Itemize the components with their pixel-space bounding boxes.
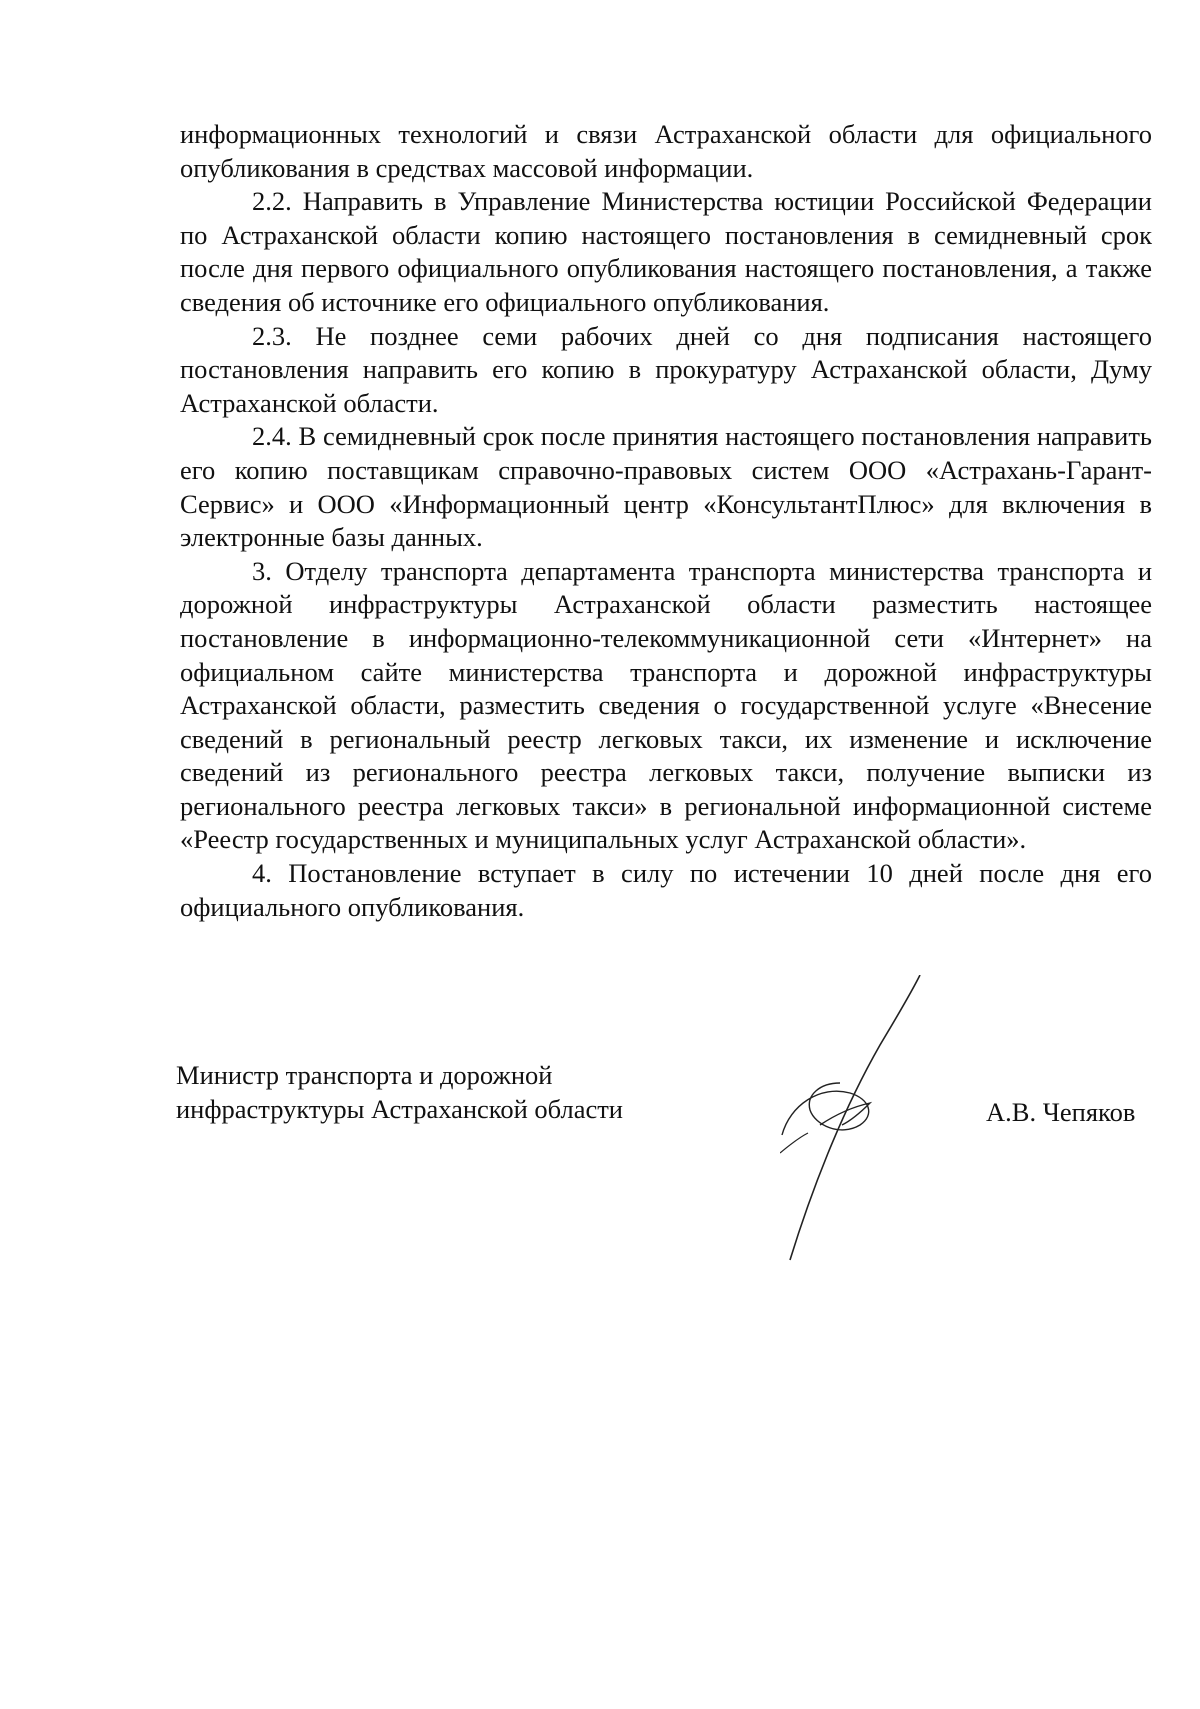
signatory-position-line-2: инфраструктуры Астраханской области — [176, 1094, 623, 1124]
signatory-name: А.В. Чепяков — [986, 1097, 1136, 1127]
paragraph-2-2: 2.2. Направить в Управление Министерства юстиции Российской Федерации по Астраханской области копию настоящего постановления в семидневный срок после дня первого официального опубликования настоящего постановления, а также сведения об источнике его официального опубликования. — [180, 186, 1152, 317]
paragraph-4: 4. Постановление вступает в силу по истечении 10 дней после дня его официального опубликования. — [180, 858, 1152, 922]
document-body — [180, 118, 1152, 924]
handwritten-signature — [780, 975, 960, 1265]
paragraph-2-4: 2.4. В семидневный срок после принятия настоящего постановления направить его копию поставщикам справочно-правовых систем ООО «Астрахань-Гарант-Сервис» и ООО «Информационный центр «КонсультантПлюс» для включения в электронные базы данных. — [180, 421, 1152, 553]
paragraph-2-3: 2.3. Не позднее семи рабочих дней со дня подписания настоящего постановления направить его копию в прокуратуру Астраханской области, Думу Астраханской области. — [180, 320, 1152, 418]
paragraph-3: 3. Отделу транспорта департамента транспорта министерства транспорта и дорожной инфраструктуры Астраханской области разместить настоящее постановление в информационно-телекоммуникационной сети «Интернет» на официальном сайте министерства транспорта и дорожной инфраструктуры Астраханской области, разместить сведения о государственной услуге «Внесение сведений в региональный реестр легковых такси, их изменение и исключение сведений из регионального реестра легковых такси, получение выписки из регионального реестра легковых такси» в региональной информационной системе «Реестр государственных и муниципальных услуг Астраханской области». — [180, 555, 1152, 855]
signatory-position — [176, 1058, 623, 1126]
paragraph-continuation: информационных технологий и связи Астраханской области для официального опубликования в средствах массовой информации. — [180, 119, 1152, 183]
signatory-position-line-1: Министр транспорта и дорожной — [176, 1060, 553, 1090]
